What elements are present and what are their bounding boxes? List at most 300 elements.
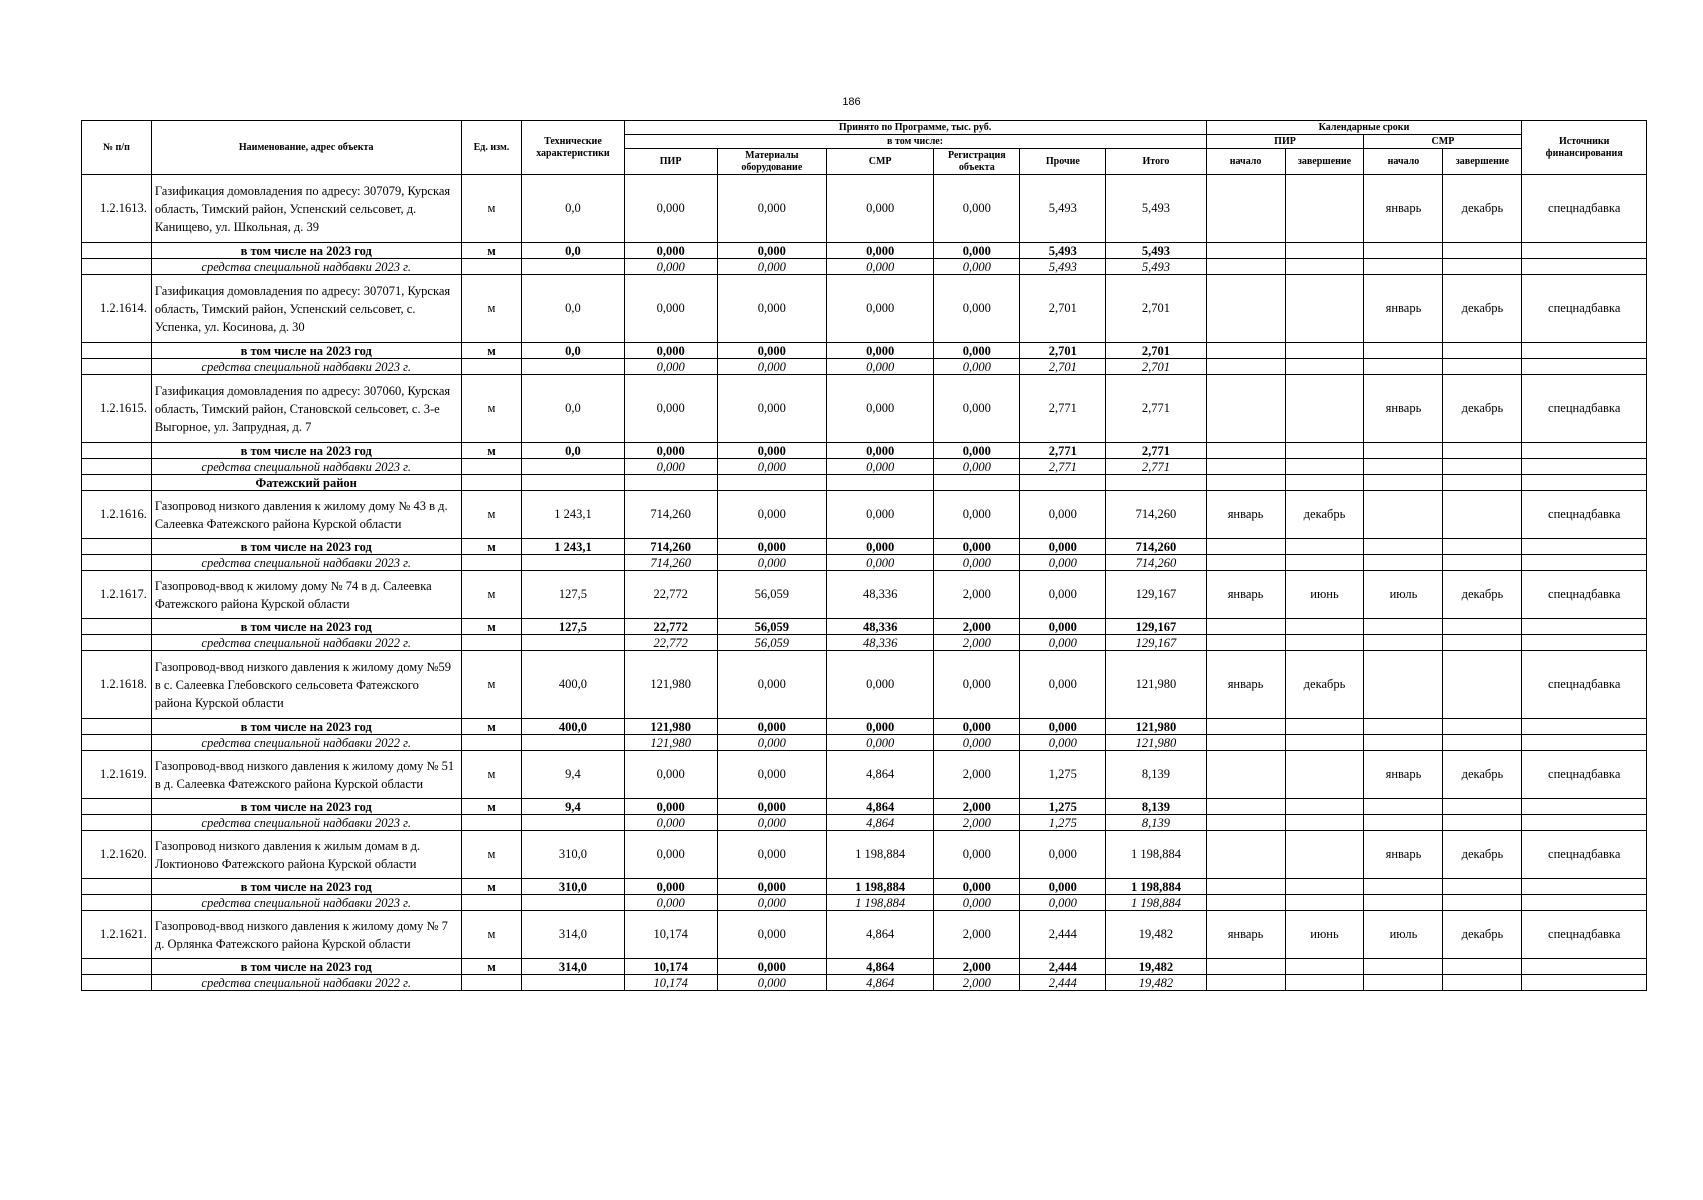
empty-cell: [1443, 619, 1522, 635]
pir-cell: 121,980: [624, 651, 717, 719]
total-cell: 19,482: [1106, 911, 1206, 959]
empty-cell: [1443, 975, 1522, 991]
empty-cell: [1285, 619, 1364, 635]
empty-cell: [1285, 895, 1364, 911]
empty-cell: [1364, 259, 1443, 275]
empty-cell: [1206, 815, 1285, 831]
subtotal-row: [82, 539, 1647, 555]
smr-cell: 0,000: [827, 343, 934, 359]
empty-cell: [1206, 555, 1285, 571]
unit-cell: м: [461, 799, 522, 815]
empty-cell: [1443, 475, 1522, 491]
smr-end-cell: декабрь: [1443, 911, 1522, 959]
table-body: [82, 175, 1647, 991]
pir-cell: 0,000: [624, 879, 717, 895]
header-smr: СМР: [827, 149, 934, 175]
unit-cell: м: [461, 175, 522, 243]
materials-cell: 0,000: [717, 275, 826, 343]
empty-cell: [1206, 359, 1285, 375]
subtotal-row: [82, 443, 1647, 459]
tech-cell: 127,5: [522, 571, 624, 619]
smr-cell: 48,336: [827, 571, 934, 619]
registration-cell: 2,000: [934, 815, 1020, 831]
empty-cell: [1285, 555, 1364, 571]
tech-cell: 314,0: [522, 959, 624, 975]
total-cell: 129,167: [1106, 571, 1206, 619]
empty-cell: [1364, 879, 1443, 895]
empty-cell: [461, 475, 522, 491]
row-label: в том числе на 2023 год: [151, 243, 461, 259]
header-name: Наименование, адрес объекта: [151, 121, 461, 175]
pir-cell: 0,000: [624, 459, 717, 475]
row-number-empty: [82, 719, 152, 735]
empty-cell: [827, 475, 934, 491]
object-name: Газопровод низкого давления к жилому дому № 43 в д. Салеевка Фатежского района Курской области: [151, 491, 461, 539]
total-cell: 19,482: [1106, 975, 1206, 991]
row-number: 1.2.1619.: [82, 751, 152, 799]
registration-cell: 2,000: [934, 959, 1020, 975]
total-cell: 5,493: [1106, 259, 1206, 275]
registration-cell: 2,000: [934, 619, 1020, 635]
unit-cell: м: [461, 443, 522, 459]
pir-end-cell: [1285, 831, 1364, 879]
row-number: 1.2.1617.: [82, 571, 152, 619]
row-label: средства специальной надбавки 2023 г.: [151, 815, 461, 831]
empty-cell: [1364, 555, 1443, 571]
funding-source-cell: спецнадбавка: [1522, 571, 1647, 619]
page-number: 186: [842, 96, 861, 108]
smr-cell: 1 198,884: [827, 831, 934, 879]
registration-cell: 0,000: [934, 243, 1020, 259]
unit-cell: [461, 735, 522, 751]
empty-cell: [1206, 459, 1285, 475]
empty-cell: [1443, 555, 1522, 571]
materials-cell: 0,000: [717, 175, 826, 243]
registration-cell: 0,000: [934, 459, 1020, 475]
empty-cell: [1285, 259, 1364, 275]
other-cell: 0,000: [1020, 895, 1106, 911]
row-number-empty: [82, 539, 152, 555]
smr-cell: 0,000: [827, 443, 934, 459]
empty-cell: [1522, 635, 1647, 651]
pir-end-cell: [1285, 375, 1364, 443]
header-pir-start: начало: [1206, 149, 1285, 175]
pir-cell: 0,000: [624, 799, 717, 815]
smr-cell: 0,000: [827, 719, 934, 735]
empty-cell: [1364, 619, 1443, 635]
smr-cell: 4,864: [827, 911, 934, 959]
registration-cell: 0,000: [934, 359, 1020, 375]
materials-cell: 0,000: [717, 375, 826, 443]
empty-cell: [1522, 243, 1647, 259]
empty-cell: [1285, 359, 1364, 375]
header-sources: Источники финансирования: [1522, 121, 1647, 175]
row-number-empty: [82, 459, 152, 475]
row-number-empty: [82, 443, 152, 459]
other-cell: 0,000: [1020, 651, 1106, 719]
tech-cell: 1 243,1: [522, 491, 624, 539]
empty-cell: [717, 475, 826, 491]
header-no: № п/п: [82, 121, 152, 175]
other-cell: 2,701: [1020, 275, 1106, 343]
table-header: [82, 121, 1647, 175]
header-total: Итого: [1106, 149, 1206, 175]
subtotal-row: [82, 719, 1647, 735]
pir-cell: 714,260: [624, 555, 717, 571]
pir-cell: 0,000: [624, 895, 717, 911]
registration-cell: 0,000: [934, 719, 1020, 735]
pir-cell: 121,980: [624, 735, 717, 751]
tech-cell: [522, 895, 624, 911]
tech-cell: 127,5: [522, 619, 624, 635]
row-number-empty: [82, 343, 152, 359]
registration-cell: 0,000: [934, 651, 1020, 719]
total-cell: 2,701: [1106, 275, 1206, 343]
row-number-empty: [82, 879, 152, 895]
empty-cell: [1206, 895, 1285, 911]
materials-cell: 0,000: [717, 443, 826, 459]
funding-row: [82, 895, 1647, 911]
unit-cell: [461, 359, 522, 375]
other-cell: 2,444: [1020, 959, 1106, 975]
empty-cell: [1522, 879, 1647, 895]
header-tech: Технические характеристики: [522, 121, 624, 175]
tech-cell: [522, 555, 624, 571]
tech-cell: 1 243,1: [522, 539, 624, 555]
header-cal-pir: ПИР: [1206, 135, 1364, 149]
header-cal-smr: СМР: [1364, 135, 1522, 149]
empty-cell: [1522, 259, 1647, 275]
row-label: в том числе на 2023 год: [151, 879, 461, 895]
empty-cell: [1364, 343, 1443, 359]
empty-cell: [1522, 895, 1647, 911]
smr-end-cell: декабрь: [1443, 175, 1522, 243]
total-cell: 121,980: [1106, 735, 1206, 751]
empty-cell: [1206, 539, 1285, 555]
district-name: Фатежский район: [151, 475, 461, 491]
empty-cell: [1522, 443, 1647, 459]
row-number: 1.2.1616.: [82, 491, 152, 539]
unit-cell: [461, 259, 522, 275]
empty-cell: [1443, 719, 1522, 735]
row-label: в том числе на 2023 год: [151, 959, 461, 975]
other-cell: 0,000: [1020, 735, 1106, 751]
funding-row: [82, 815, 1647, 831]
other-cell: 0,000: [1020, 635, 1106, 651]
empty-cell: [1285, 959, 1364, 975]
unit-cell: [461, 815, 522, 831]
empty-cell: [1285, 635, 1364, 651]
smr-start-cell: январь: [1364, 375, 1443, 443]
total-cell: 714,260: [1106, 555, 1206, 571]
pir-start-cell: январь: [1206, 571, 1285, 619]
object-name: Газопровод-ввод низкого давления к жилому дому №59 в с. Салеевка Глебовского сельсовета Фатежского района Курской области: [151, 651, 461, 719]
tech-cell: [522, 459, 624, 475]
registration-cell: 0,000: [934, 259, 1020, 275]
empty-cell: [1285, 719, 1364, 735]
table-row: [82, 831, 1647, 879]
unit-cell: м: [461, 243, 522, 259]
total-cell: 1 198,884: [1106, 831, 1206, 879]
pir-cell: 22,772: [624, 619, 717, 635]
total-cell: 2,771: [1106, 375, 1206, 443]
materials-cell: 0,000: [717, 975, 826, 991]
pir-cell: 0,000: [624, 359, 717, 375]
pir-cell: 0,000: [624, 831, 717, 879]
registration-cell: 2,000: [934, 799, 1020, 815]
total-cell: 1 198,884: [1106, 879, 1206, 895]
pir-start-cell: [1206, 175, 1285, 243]
tech-cell: [522, 815, 624, 831]
table-row: [82, 275, 1647, 343]
empty-cell: [1364, 459, 1443, 475]
smr-cell: 4,864: [827, 799, 934, 815]
other-cell: 2,701: [1020, 343, 1106, 359]
other-cell: 2,444: [1020, 975, 1106, 991]
registration-cell: 0,000: [934, 879, 1020, 895]
unit-cell: м: [461, 275, 522, 343]
row-label: в том числе на 2023 год: [151, 619, 461, 635]
materials-cell: 0,000: [717, 751, 826, 799]
total-cell: 2,701: [1106, 359, 1206, 375]
table-row: [82, 911, 1647, 959]
materials-cell: 0,000: [717, 243, 826, 259]
registration-cell: 0,000: [934, 735, 1020, 751]
total-cell: 714,260: [1106, 491, 1206, 539]
empty-cell: [1206, 259, 1285, 275]
empty-cell: [1106, 475, 1206, 491]
smr-cell: 48,336: [827, 619, 934, 635]
empty-cell: [1206, 959, 1285, 975]
pir-cell: 0,000: [624, 259, 717, 275]
pir-cell: 0,000: [624, 751, 717, 799]
pir-end-cell: [1285, 175, 1364, 243]
materials-cell: 0,000: [717, 651, 826, 719]
smr-start-cell: [1364, 491, 1443, 539]
object-name: Газопровод-ввод низкого давления к жилому дому № 51 в д. Салеевка Фатежского района Курской области: [151, 751, 461, 799]
row-number: 1.2.1614.: [82, 275, 152, 343]
funding-row: [82, 259, 1647, 275]
smr-start-cell: июль: [1364, 571, 1443, 619]
empty-cell: [1443, 735, 1522, 751]
pir-end-cell: [1285, 275, 1364, 343]
smr-cell: 4,864: [827, 815, 934, 831]
registration-cell: 0,000: [934, 895, 1020, 911]
header-smr-end: завершение: [1443, 149, 1522, 175]
unit-cell: м: [461, 831, 522, 879]
empty-cell: [1206, 799, 1285, 815]
empty-cell: [1364, 475, 1443, 491]
smr-cell: 1 198,884: [827, 879, 934, 895]
tech-cell: 314,0: [522, 911, 624, 959]
total-cell: 121,980: [1106, 651, 1206, 719]
materials-cell: 0,000: [717, 815, 826, 831]
row-label: в том числе на 2023 год: [151, 539, 461, 555]
total-cell: 19,482: [1106, 959, 1206, 975]
empty-cell: [1285, 735, 1364, 751]
empty-cell: [1522, 815, 1647, 831]
pir-cell: 10,174: [624, 959, 717, 975]
unit-cell: м: [461, 911, 522, 959]
empty-cell: [1443, 635, 1522, 651]
unit-cell: м: [461, 879, 522, 895]
pir-cell: 10,174: [624, 911, 717, 959]
header-pir: ПИР: [624, 149, 717, 175]
smr-cell: 4,864: [827, 751, 934, 799]
pir-start-cell: январь: [1206, 491, 1285, 539]
row-label: средства специальной надбавки 2022 г.: [151, 975, 461, 991]
unit-cell: м: [461, 343, 522, 359]
funding-source-cell: спецнадбавка: [1522, 911, 1647, 959]
materials-cell: 0,000: [717, 555, 826, 571]
tech-cell: 9,4: [522, 799, 624, 815]
pir-cell: 0,000: [624, 343, 717, 359]
empty-cell: [1443, 459, 1522, 475]
smr-start-cell: январь: [1364, 175, 1443, 243]
smr-cell: 0,000: [827, 359, 934, 375]
empty-cell: [1285, 343, 1364, 359]
pir-start-cell: [1206, 751, 1285, 799]
pir-cell: 0,000: [624, 275, 717, 343]
materials-cell: 0,000: [717, 491, 826, 539]
empty-cell: [1443, 539, 1522, 555]
empty-cell: [1443, 259, 1522, 275]
pir-end-cell: июнь: [1285, 571, 1364, 619]
empty-cell: [1364, 359, 1443, 375]
unit-cell: [461, 459, 522, 475]
row-number: 1.2.1613.: [82, 175, 152, 243]
empty-cell: [1364, 735, 1443, 751]
subtotal-row: [82, 343, 1647, 359]
registration-cell: 2,000: [934, 975, 1020, 991]
unit-cell: м: [461, 491, 522, 539]
row-number-empty: [82, 735, 152, 751]
empty-cell: [1206, 343, 1285, 359]
smr-cell: 0,000: [827, 259, 934, 275]
tech-cell: [522, 635, 624, 651]
smr-cell: 0,000: [827, 651, 934, 719]
registration-cell: 0,000: [934, 175, 1020, 243]
empty-cell: [1522, 619, 1647, 635]
registration-cell: 0,000: [934, 491, 1020, 539]
registration-cell: 0,000: [934, 555, 1020, 571]
empty-cell: [1206, 619, 1285, 635]
pir-start-cell: [1206, 831, 1285, 879]
pir-cell: 22,772: [624, 571, 717, 619]
materials-cell: 56,059: [717, 571, 826, 619]
registration-cell: 0,000: [934, 831, 1020, 879]
materials-cell: 0,000: [717, 539, 826, 555]
other-cell: 0,000: [1020, 539, 1106, 555]
materials-cell: 0,000: [717, 459, 826, 475]
pir-start-cell: январь: [1206, 911, 1285, 959]
smr-cell: 0,000: [827, 375, 934, 443]
total-cell: 8,139: [1106, 815, 1206, 831]
tech-cell: 310,0: [522, 831, 624, 879]
materials-cell: 56,059: [717, 635, 826, 651]
other-cell: 1,275: [1020, 799, 1106, 815]
empty-cell: [1206, 243, 1285, 259]
empty-cell: [1285, 243, 1364, 259]
tech-cell: 0,0: [522, 175, 624, 243]
pir-end-cell: декабрь: [1285, 651, 1364, 719]
empty-cell: [1522, 475, 1647, 491]
row-number-empty: [82, 259, 152, 275]
row-number-empty: [82, 555, 152, 571]
funding-row: [82, 359, 1647, 375]
subtotal-row: [82, 879, 1647, 895]
pir-cell: 714,260: [624, 491, 717, 539]
empty-cell: [1522, 459, 1647, 475]
total-cell: 5,493: [1106, 243, 1206, 259]
total-cell: 5,493: [1106, 175, 1206, 243]
pir-start-cell: январь: [1206, 651, 1285, 719]
empty-cell: [522, 475, 624, 491]
header-smr-start: начало: [1364, 149, 1443, 175]
row-label: в том числе на 2023 год: [151, 719, 461, 735]
row-number-empty: [82, 799, 152, 815]
materials-cell: 0,000: [717, 343, 826, 359]
registration-cell: 2,000: [934, 571, 1020, 619]
unit-cell: [461, 975, 522, 991]
empty-cell: [1020, 475, 1106, 491]
object-name: Газопровод-ввод к жилому дому № 74 в д. Салеевка Фатежского района Курской области: [151, 571, 461, 619]
row-label: в том числе на 2023 год: [151, 343, 461, 359]
smr-cell: 48,336: [827, 635, 934, 651]
tech-cell: [522, 735, 624, 751]
header-pir-end: завершение: [1285, 149, 1364, 175]
row-number-empty: [82, 975, 152, 991]
empty-cell: [1285, 459, 1364, 475]
smr-cell: 4,864: [827, 959, 934, 975]
empty-cell: [1364, 975, 1443, 991]
total-cell: 2,771: [1106, 443, 1206, 459]
empty-cell: [1206, 443, 1285, 459]
tech-cell: 400,0: [522, 651, 624, 719]
funding-source-cell: спецнадбавка: [1522, 751, 1647, 799]
row-number-empty: [82, 475, 152, 491]
other-cell: 5,493: [1020, 175, 1106, 243]
total-cell: 1 198,884: [1106, 895, 1206, 911]
empty-cell: [1443, 359, 1522, 375]
row-label: средства специальной надбавки 2023 г.: [151, 895, 461, 911]
object-name: Газопровод-ввод низкого давления к жилому дому № 7 д. Орлянка Фатежского района Курской области: [151, 911, 461, 959]
other-cell: 0,000: [1020, 571, 1106, 619]
pir-cell: 10,174: [624, 975, 717, 991]
empty-cell: [1285, 799, 1364, 815]
smr-cell: 0,000: [827, 539, 934, 555]
object-name: Газификация домовладения по адресу: 307060, Курская область, Тимский район, Становской сельсовет, с. 3-е Выгорное, ул. Запрудная, д. 7: [151, 375, 461, 443]
row-label: средства специальной надбавки 2022 г.: [151, 635, 461, 651]
materials-cell: 0,000: [717, 879, 826, 895]
materials-cell: 56,059: [717, 619, 826, 635]
pir-start-cell: [1206, 275, 1285, 343]
tech-cell: 0,0: [522, 275, 624, 343]
materials-cell: 0,000: [717, 895, 826, 911]
subtotal-row: [82, 619, 1647, 635]
row-number-empty: [82, 895, 152, 911]
row-number: 1.2.1621.: [82, 911, 152, 959]
other-cell: 2,444: [1020, 911, 1106, 959]
empty-cell: [1364, 815, 1443, 831]
row-number-empty: [82, 959, 152, 975]
materials-cell: 0,000: [717, 735, 826, 751]
table-row: [82, 491, 1647, 539]
row-label: в том числе на 2023 год: [151, 443, 461, 459]
empty-cell: [1364, 959, 1443, 975]
total-cell: 2,771: [1106, 459, 1206, 475]
materials-cell: 0,000: [717, 959, 826, 975]
